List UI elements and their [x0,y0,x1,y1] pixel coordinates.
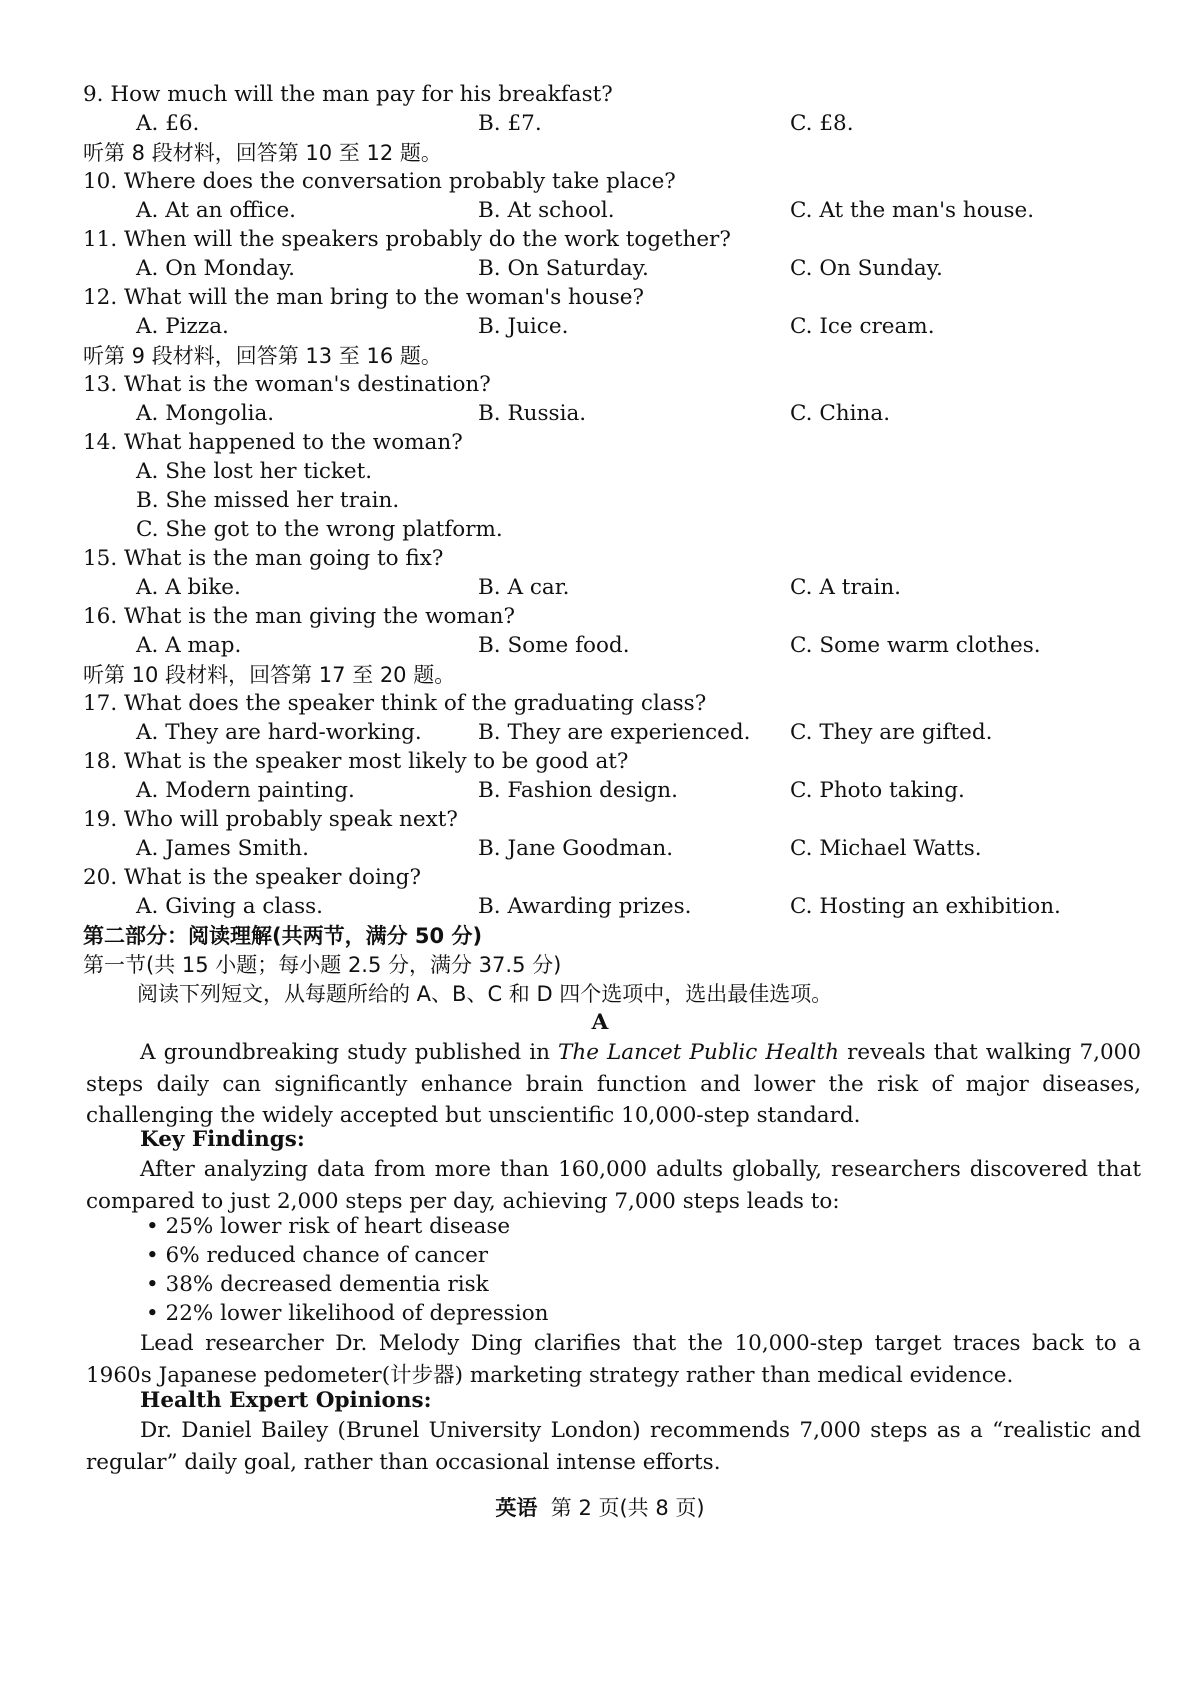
q11-option-b: B. On Saturday. [478,256,649,281]
q14-option-a: A. She lost her ticket. [136,459,373,484]
footer-page: 第 2 页(共 8 页) [550,1496,705,1520]
question-12: 12. What will the man bring to the woman's house? [83,285,644,310]
journal-title: The Lancet Public Health [558,1040,840,1065]
q10-option-c: C. At the man's house. [790,198,1035,223]
q20-option-a: A. Giving a class. [136,894,324,919]
q17-option-a: A. They are hard-working. [136,720,422,745]
question-13: 13. What is the woman's destination? [83,372,491,397]
question-16: 16. What is the man giving the woman? [83,604,516,629]
q17-option-c: C. They are gifted. [790,720,993,745]
finding-bullet: • 25% lower risk of heart disease [146,1214,511,1239]
q9-option-a: A. £6. [136,111,200,136]
q16-option-a: A. A map. [136,633,242,658]
q9-option-b: B. £7. [478,111,542,136]
finding-bullet: • 38% decreased dementia risk [146,1272,489,1297]
q14-option-b: B. She missed her train. [136,488,400,513]
passage-paragraph-1 [86,1037,1141,1132]
q10-option-a: A. At an office. [136,198,297,223]
q14-option-c: C. She got to the wrong platform. [136,517,503,542]
q20-option-b: B. Awarding prizes. [478,894,692,919]
q12-option-c: C. Ice cream. [790,314,935,339]
q15-option-c: C. A train. [790,575,902,600]
question-15: 15. What is the man going to fix? [83,546,444,571]
q18-option-a: A. Modern painting. [136,778,355,803]
p1-prefix: A groundbreaking study published in [140,1040,559,1065]
passage-letter: A [591,1010,609,1035]
part-2-section-1: 第一节(共 15 小题；每小题 2.5 分，满分 37.5 分) [83,953,562,977]
passage-paragraph-3: Lead researcher Dr. Melody Ding clarifies that the 10,000-step target traces back to a 1960s Japanese pedometer(计步器) marketing strategy rather than medical evidence. [86,1331,1141,1388]
key-findings-heading: Key Findings: [140,1127,305,1152]
q18-option-b: B. Fashion design. [478,778,678,803]
question-17: 17. What does the speaker think of the graduating class? [83,691,707,716]
question-14: 14. What happened to the woman? [83,430,463,455]
question-10: 10. Where does the conversation probably take place? [83,169,676,194]
q12-option-b: B. Juice. [478,314,569,339]
q16-option-c: C. Some warm clothes. [790,633,1041,658]
question-19: 19. Who will probably speak next? [83,807,458,832]
passage-paragraph-2: After analyzing data from more than 160,000 adults globally, researchers discovered that compared to just 2,000 steps per day, achieving 7,000 steps leads to: [86,1157,1141,1214]
q19-option-a: A. James Smith. [136,836,309,861]
q11-option-a: A. On Monday. [136,256,296,281]
question-18: 18. What is the speaker most likely to be good at? [83,749,629,774]
question-20: 20. What is the speaker doing? [83,865,421,890]
q10-option-b: B. At school. [478,198,615,223]
expert-opinions-heading: Health Expert Opinions: [140,1388,432,1413]
p1-suffix: reveals that walking 7,000 steps daily can significantly enhance brain function and lower the risk of major diseases, challenging the widely accepted but unscientific 10,000-step standard. [86,1040,1141,1128]
q13-option-b: B. Russia. [478,401,587,426]
question-11: 11. When will the speakers probably do the work together? [83,227,731,252]
passage-paragraph-4: Dr. Daniel Bailey (Brunel University London) recommends 7,000 steps as a “realistic and regular” daily goal, rather than occasional intense efforts. [86,1418,1141,1475]
q19-option-b: B. Jane Goodman. [478,836,674,861]
q18-option-c: C. Photo taking. [790,778,965,803]
part-2-title: 第二部分：阅读理解(共两节，满分 50 分) [83,924,483,948]
finding-bullet: • 6% reduced chance of cancer [146,1243,489,1268]
part-2-instruction: 阅读下列短文，从每题所给的 A、B、C 和 D 四个选项中，选出最佳选项。 [137,982,833,1006]
section-8-instruction: 听第 8 段材料，回答第 10 至 12 题。 [83,141,442,165]
finding-bullet: • 22% lower likelihood of depression [146,1301,549,1326]
q9-option-c: C. £8. [790,111,854,136]
q11-option-c: C. On Sunday. [790,256,943,281]
question-9: 9. How much will the man pay for his breakfast? [83,82,613,107]
q20-option-c: C. Hosting an exhibition. [790,894,1061,919]
q13-option-a: A. Mongolia. [136,401,275,426]
q15-option-a: A. A bike. [136,575,241,600]
q16-option-b: B. Some food. [478,633,630,658]
page-footer [0,1493,1200,1523]
q12-option-a: A. Pizza. [136,314,229,339]
footer-subject: 英语 [495,1496,538,1520]
q13-option-c: C. China. [790,401,891,426]
section-9-instruction: 听第 9 段材料，回答第 13 至 16 题。 [83,344,442,368]
q17-option-b: B. They are experienced. [478,720,751,745]
section-10-instruction: 听第 10 段材料，回答第 17 至 20 题。 [83,663,456,687]
q19-option-c: C. Michael Watts. [790,836,982,861]
q15-option-b: B. A car. [478,575,570,600]
